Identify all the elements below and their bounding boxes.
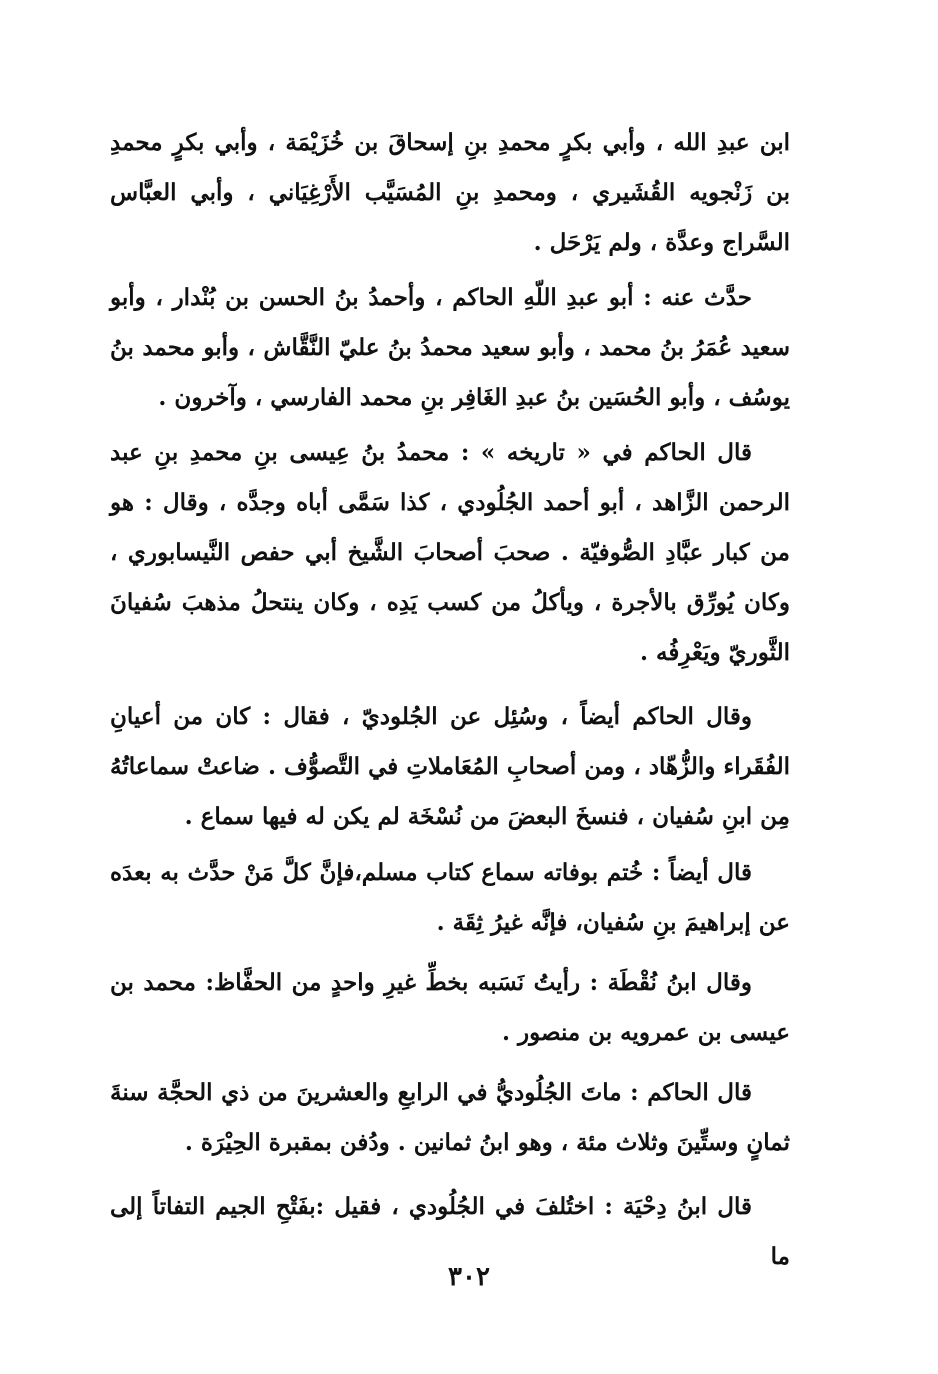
paragraph-5 [110, 848, 790, 948]
paragraph-text: قال الحاكم : ماتَ الجُلُوديُّ في الرابعِ والعشرينَ من ذي الحجَّة سنةَ ثمانٍ وستِّينَ وثلاث مئة ، وهو ابنُ ثمانين . ودُفن بمقبرة الحِيْرَة . [110, 1079, 790, 1156]
paragraph-6 [110, 958, 790, 1058]
paragraph-3 [110, 428, 790, 678]
page-number: ٣٠٢ [448, 1262, 490, 1292]
paragraph-text: ابن عبدِ الله ، وأبي بكرٍ محمدِ بنِ إسحاقَ بن خُزَيْمَة ، وأبي بكرٍ محمدِ بن زَنْجويه القُشَيري ، ومحمدِ بنِ المُسَيَّب الأَرْغِيَاني ، وأبي العبَّاس السَّراج وعدَّة ، ولم يَرْحَل . [110, 129, 790, 256]
paragraph-text: حدَّث عنه : أبو عبدِ اللّهِ الحاكم ، وأحمدُ بنُ الحسن بن بُنْدار ، وأبو سعيد عُمَرُ بنُ محمد ، وأبو سعيد محمدُ بنُ عليّ النَّقَّاش ، وأبو محمد بنُ يوسُف ، وأبو الحُسَين بنُ عبدِ الغَافِر بنِ محمد الفارسي ، وآخرون . [110, 284, 790, 411]
paragraph-text: وقال ابنُ نُقْطَة : رأيتُ نَسَبه بخطِّ غيرِ واحدٍ من الحفَّاظ: محمد بن عيسى بن عمرويه بن منصور . [110, 969, 790, 1046]
paragraph-4 [110, 692, 790, 842]
paragraph-text: قال أيضاً : خُتم بوفاته سماع كتاب مسلم،فإنَّ كلَّ مَنْ حدَّث به بعدَه عن إبراهيمَ بنِ سُفيان، فإنَّه غيرُ ثِقَة . [110, 859, 790, 936]
paragraph-1 [110, 118, 790, 268]
paragraph-text: قال ابنُ دِحْيَة : اختُلفَ في الجُلُودي ، فقيل :بفَتْحِ الجيم التفاتاً إلى ما [110, 1193, 790, 1270]
paragraph-7 [110, 1068, 790, 1168]
paragraph-2 [110, 273, 790, 423]
paragraph-text: قال الحاكم في « تاريخه » : محمدُ بنُ عِيسى بنِ محمدِ بنِ عبد الرحمن الزَّاهد ، أبو أحمد الجُلُودي ، كذا سَمَّى أباه وجدَّه ، وقال : هو من كبار عبَّادِ الصُّوفيّة . صحبَ أصحابَ الشَّيخ أبي حفص النَّيسابوري ، وكان يُورِّق بالأجرة ، ويأكلُ من كسب يَدِه ، وكان ينتحلُ مذهبَ سُفيانَ الثَّوريّ ويَعْرِفُه . [110, 439, 790, 666]
paragraph-text: وقال الحاكم أيضاً ، وسُئِل عن الجُلوديّ ، فقال : كان من أعيانِ الفُقَراء والزُّهّاد ، ومن أصحابِ المُعَاملاتِ في التَّصوُّف . ضاعتْ سماعاتُهُ مِن ابنِ سُفيان ، فنسخَ البعضَ من نُسْخَة لم يكن له فيها سماع . [110, 703, 790, 830]
